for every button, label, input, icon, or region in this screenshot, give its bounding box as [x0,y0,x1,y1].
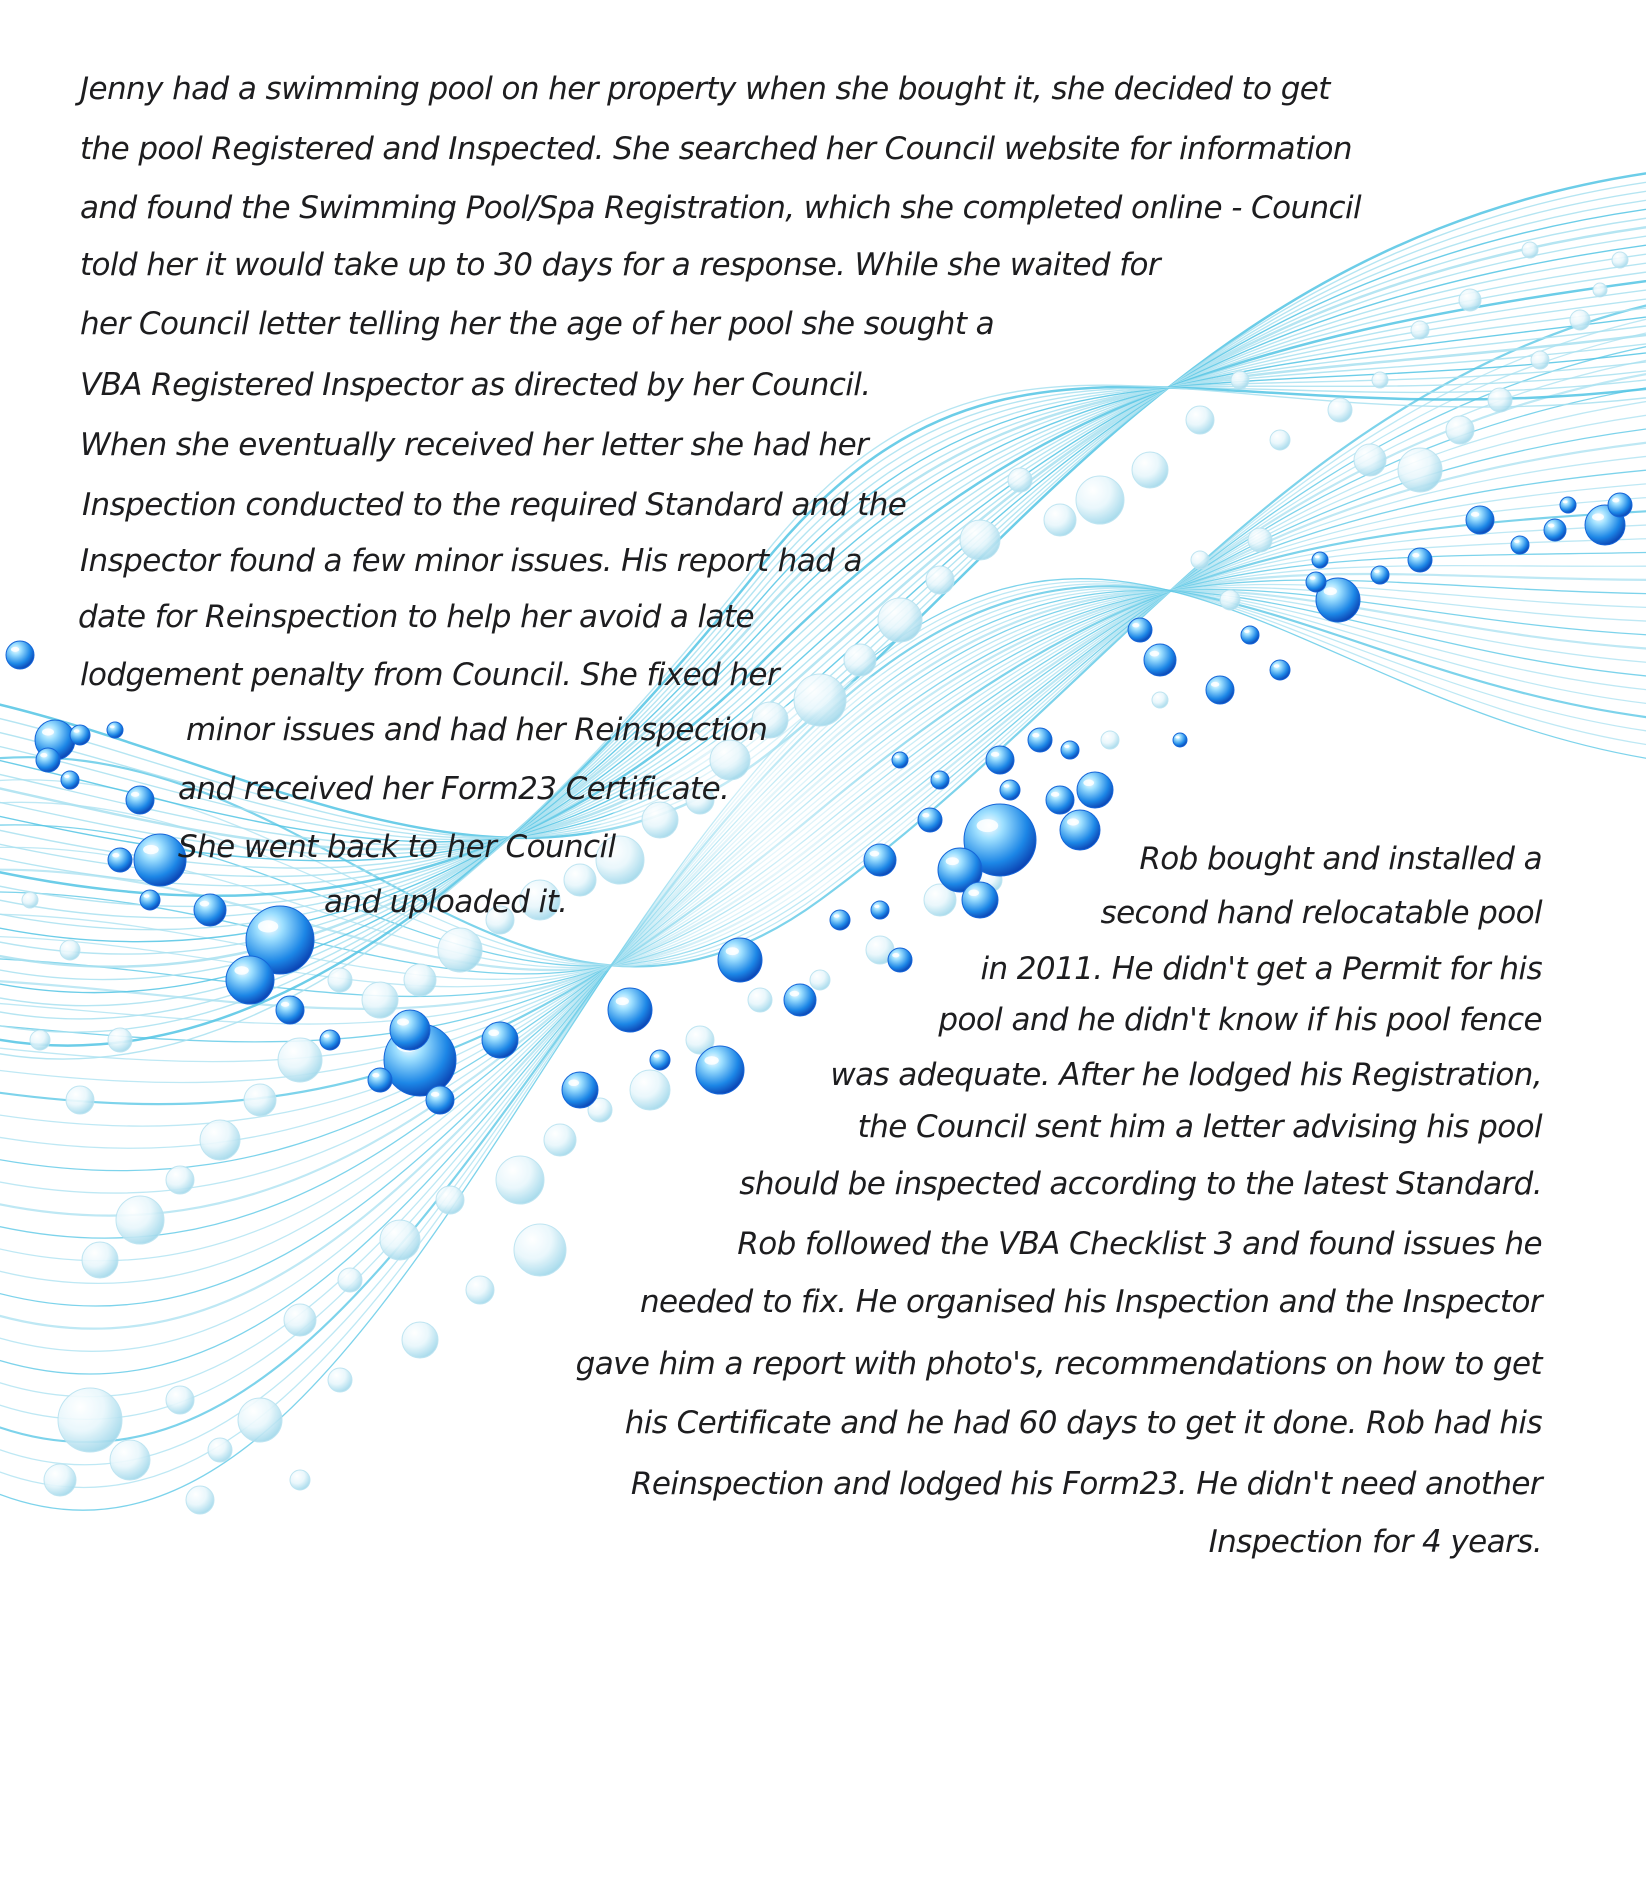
bubble [61,771,79,789]
bubble [126,786,154,814]
bubble [1408,548,1432,572]
jenny-story-line: date for Reinspection to help her avoid a late [78,599,754,635]
bubble-highlight [1310,576,1316,580]
bubble-highlight [1067,818,1079,825]
bubble-highlight [1244,630,1249,633]
bubble [1593,283,1607,297]
bubble [402,1322,438,1358]
bubble-highlight [874,905,879,908]
rob-story-line: his Certificate and he had 60 days to get it done. Rob had his [624,1405,1542,1441]
bubble [1411,321,1429,339]
bubble-highlight [258,920,278,932]
bubble-highlight [654,1054,660,1058]
bubble [564,864,596,896]
bubble-highlight [1412,553,1419,557]
bubble-highlight [1592,513,1604,520]
bubble [1446,416,1474,444]
bubble-highlight [234,966,248,975]
rob-story-line: in 2011. He didn't get a Permit for his [980,951,1542,987]
bubble [630,1070,670,1110]
bubble [338,1268,362,1292]
bubble [278,1038,322,1082]
bubble [1398,448,1442,492]
bubble [108,1028,132,1052]
bubble-highlight [1051,792,1059,797]
bubble-highlight [1132,623,1139,627]
bubble [1144,644,1176,676]
bubble-highlight [968,890,979,896]
bubble [784,984,816,1016]
bubble [830,910,850,930]
bubble [962,882,998,918]
bubble [608,988,652,1032]
bubble-highlight [1612,498,1619,502]
bubble [1076,476,1124,524]
rob-story-line: was adequate. After he lodged his Registration, [830,1057,1542,1093]
bubble [1459,289,1481,311]
bubble [186,1486,214,1514]
bubble-highlight [131,792,139,797]
bubble [208,1438,232,1462]
rob-story-line: pool and he didn't know if his pool fence [938,1002,1542,1038]
bubble-highlight [977,819,999,832]
bubble [380,1220,420,1260]
bubble-highlight [1004,784,1010,788]
bubble [1028,728,1052,752]
bubble [58,1388,122,1452]
bubble [1000,780,1020,800]
bubble [140,890,160,910]
bubble [290,1470,310,1490]
bubble [892,752,908,768]
bubble [1312,552,1328,568]
bubble [362,982,398,1018]
bubble [320,1030,340,1050]
bubble-highlight [1083,780,1094,786]
bubble-highlight [64,775,69,778]
bubble-highlight [42,728,54,735]
bubble-highlight [568,1080,579,1086]
bubble [1466,506,1494,534]
rob-story-line: gave him a report with photo's, recommendations on how to get [575,1346,1542,1382]
bubble [926,566,954,594]
bubble [562,1072,598,1108]
bubble [166,1166,194,1194]
bubble-highlight [1514,540,1519,543]
rob-story-line: needed to fix. He organised his Inspection and the Inspector [639,1284,1542,1320]
bubble [328,968,352,992]
bubble [878,598,922,642]
bubble [1248,528,1272,552]
bubble-highlight [704,1056,718,1065]
bubble-highlight [922,813,929,817]
bubble [1132,452,1168,488]
bubble [328,1368,352,1392]
bubble [650,1050,670,1070]
rob-story-line: second hand relocatable pool [1100,895,1542,931]
bubble-highlight [1064,745,1069,748]
rob-story-line: Rob bought and installed a [1139,841,1542,877]
bubble-highlight [892,953,899,957]
jenny-story-line: told her it would take up to 30 days for a response. While she waited for [80,247,1161,283]
jenny-story-line: her Council letter telling her the age of her pool she sought a [80,306,995,342]
bubble [1544,519,1566,541]
bubble [1328,398,1352,422]
bubble [496,1156,544,1204]
bubble [986,746,1014,774]
bubble [110,1440,150,1480]
bubble-highlight [74,729,80,733]
jenny-story-line: and uploaded it. [324,884,568,920]
bubble [6,641,34,669]
bubble [718,938,762,982]
bubble [1270,660,1290,680]
bubble [1061,741,1079,759]
jenny-story-line: Inspector found a few minor issues. His report had a [80,543,862,579]
bubble-highlight [616,997,629,1005]
bubble [66,1086,94,1114]
rob-story-line: Rob followed the VBA Checklist 3 and found issues he [737,1226,1542,1262]
bubble [276,996,304,1024]
jenny-story-line: minor issues and had her Reinspection [186,712,768,748]
bubble [794,674,846,726]
bubble [70,725,90,745]
bubble [1570,310,1590,330]
bubble-highlight [1471,512,1479,517]
bubble-highlight [110,725,115,728]
bubble [36,748,60,772]
bubble-highlight [1032,733,1039,737]
bubble-highlight [726,947,739,955]
bubble [226,956,274,1004]
bubble-highlight [112,853,119,857]
jenny-story-line: lodgement penalty from Council. She fixed her [80,657,780,693]
bubble-highlight [834,914,840,918]
bubble [1560,497,1576,513]
jenny-story-line: the pool Registered and Inspected. She searched her Council website for information [80,131,1352,167]
bubble [107,722,123,738]
bubble [918,808,942,832]
bubble [1612,252,1628,268]
bubble [960,520,1000,560]
bubble-highlight [143,845,159,854]
jenny-story-line: When she eventually received her letter she had her [80,427,869,463]
bubble [108,848,132,872]
bubble-highlight [431,1092,439,1097]
bubble-highlight [1150,651,1160,657]
bubble [844,644,876,676]
bubble [238,1398,282,1442]
bubble [544,1124,576,1156]
bubble-highlight [1374,570,1379,573]
bubble [368,1068,392,1092]
bubble-highlight [488,1030,499,1036]
bubble [1128,618,1152,642]
bubble-highlight [1175,736,1179,739]
bubble [1488,388,1512,412]
bubble-highlight [1548,524,1555,528]
bubble-highlight [870,851,880,857]
rob-story-line: the Council sent him a letter advising his pool [857,1109,1542,1145]
bubble [82,1242,118,1278]
bubble [1008,468,1032,492]
bubble [436,1186,464,1214]
bubble [810,970,830,990]
bubble [1231,371,1249,389]
bubble [931,771,949,789]
bubble [244,1084,276,1116]
bubble [1270,430,1290,450]
bubble-highlight [144,894,150,898]
bubble [748,988,772,1012]
bubble-highlight [324,1034,330,1038]
bubble [1173,733,1187,747]
jenny-story-line: VBA Registered Inspector as directed by her Council. [80,367,871,403]
bubble [1191,551,1209,569]
jenny-story-line: She went back to her Council [178,829,616,865]
bubble [438,928,482,972]
bubble [1306,572,1326,592]
bubble [426,1086,454,1114]
bubble [404,964,436,996]
bubble-highlight [200,901,210,907]
jenny-story-line: and received her Form23 Certificate. [178,771,730,807]
bubble-highlight [895,755,900,758]
bubble-highlight [991,752,999,757]
bubble [116,1196,164,1244]
bubble [1608,493,1632,517]
rob-story-line: Inspection for 4 years. [1208,1524,1542,1560]
bubble [166,1386,194,1414]
jenny-story-line: Inspection conducted to the required Standard and the [82,487,907,523]
bubble [888,948,912,972]
bubble [1371,566,1389,584]
jenny-story-line: Jenny had a swimming pool on her property when she bought it, she decided to get [80,71,1330,107]
bubble [1511,536,1529,554]
bubble [514,1224,566,1276]
bubble-highlight [1563,500,1568,503]
bubble [1186,406,1214,434]
bubble [1372,372,1388,388]
bubble [44,1464,76,1496]
bubble [30,1030,50,1050]
jenny-story-line: and found the Swimming Pool/Spa Registration, which she completed online - Council [80,190,1362,226]
bubble-highlight [790,991,800,997]
bubble [1077,772,1113,808]
bubble-highlight [934,775,939,778]
bubble-highlight [1274,664,1280,668]
bubble-highlight [946,857,959,865]
bubble [390,1010,430,1050]
rob-story-line: Reinspection and lodged his Form23. He didn't need another [630,1466,1542,1502]
bubble [466,1276,494,1304]
bubble [1060,810,1100,850]
bubble [1044,504,1076,536]
bubble [482,1022,518,1058]
bubble-highlight [397,1018,409,1025]
bubble [194,894,226,926]
bubble [60,940,80,960]
bubble [864,844,896,876]
bubble [200,1120,240,1160]
bubble-highlight [11,647,19,652]
bubble [284,1304,316,1336]
bubble-highlight [40,753,47,757]
bubble [1152,692,1168,708]
bubble [1531,351,1549,369]
bubble-highlight [1315,555,1320,558]
bubble [1046,786,1074,814]
bubble [1101,731,1119,749]
bubble [1354,444,1386,476]
bubble-highlight [372,1073,379,1077]
bubble-highlight [281,1002,289,1007]
bubble-highlight [1324,587,1337,595]
bubble [696,1046,744,1094]
bubble [1522,242,1538,258]
bubble [22,892,38,908]
bubble [1241,626,1259,644]
bubble [871,901,889,919]
bubble [1220,590,1240,610]
bubble [1206,676,1234,704]
bubble-highlight [1211,682,1219,687]
rob-story-line: should be inspected according to the latest Standard. [739,1166,1542,1202]
